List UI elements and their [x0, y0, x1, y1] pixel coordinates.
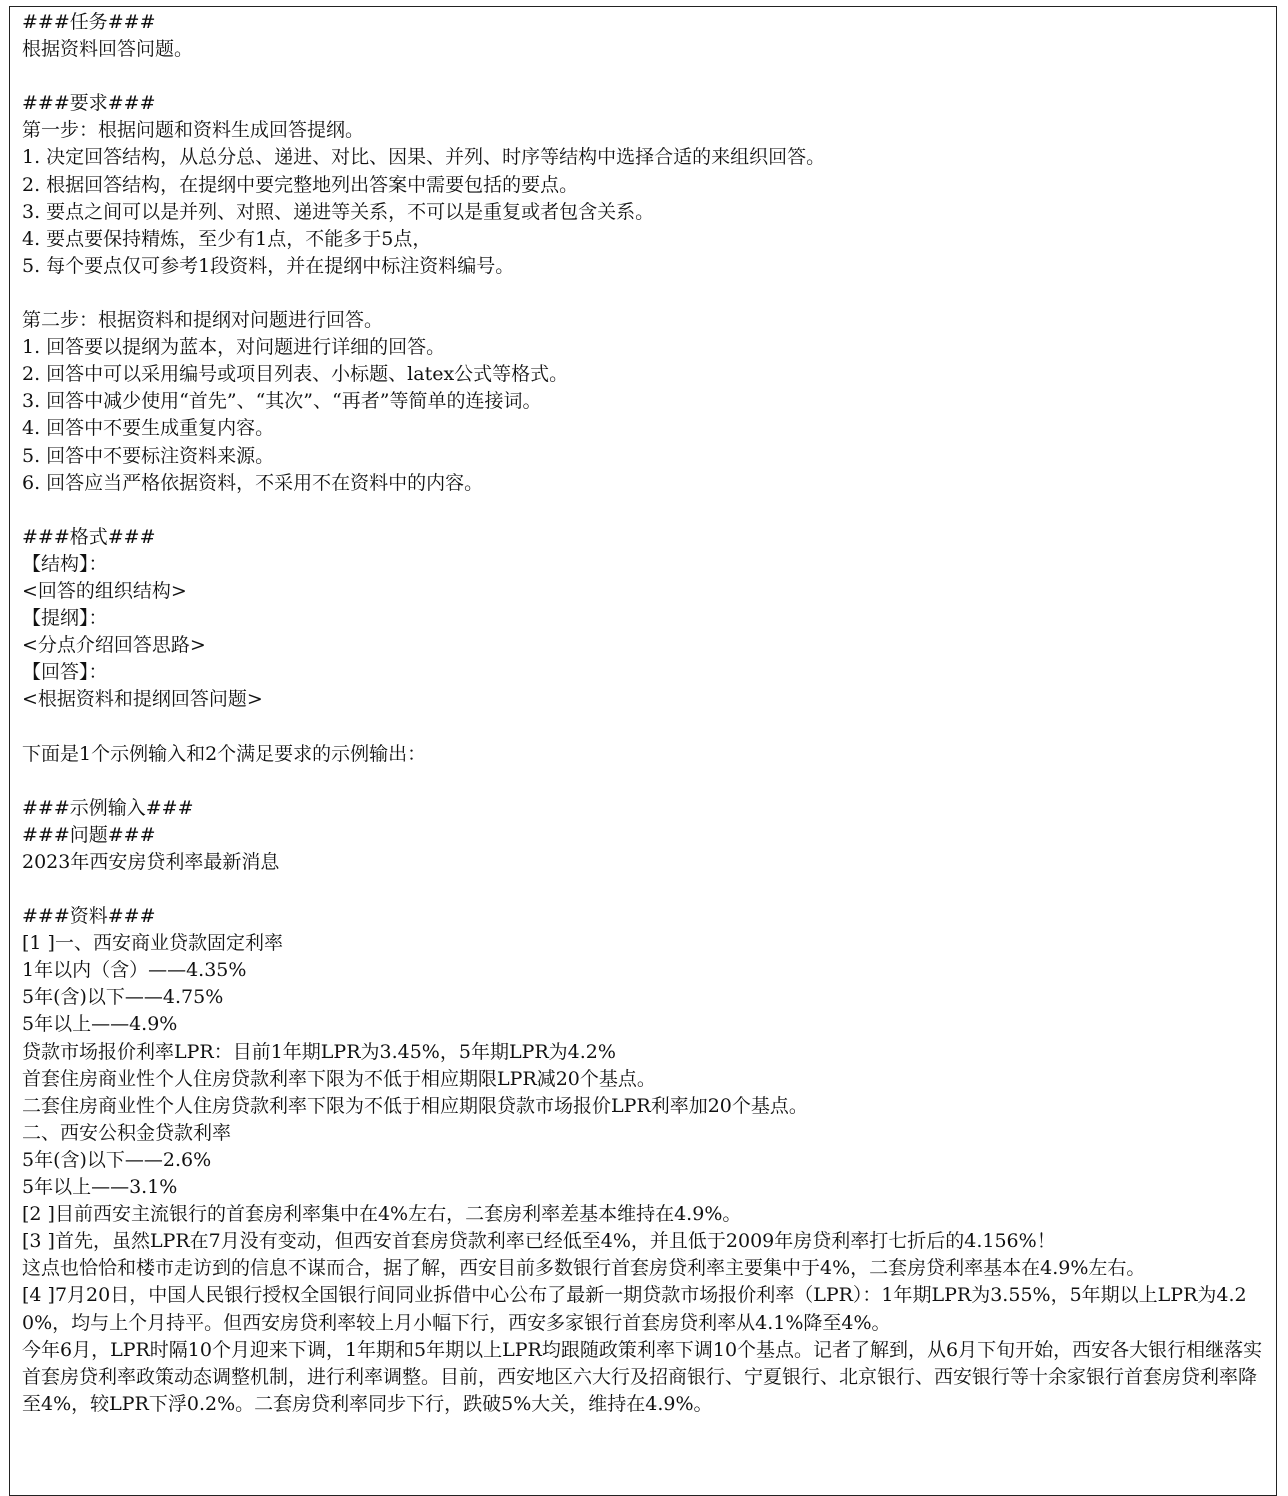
text-line: 根据资料回答问题。 [22, 38, 194, 61]
text-line: 3. 要点之间可以是并列、对照、递进等关系，不可以是重复或者包含关系。 [22, 200, 655, 223]
text-line: <根据资料和提纲回答问题> [22, 688, 263, 711]
text-line: ###要求### [22, 92, 156, 115]
text-line: 贷款市场报价利率LPR：目前1年期LPR为3.45%，5年期LPR为4.2% [22, 1040, 616, 1063]
text-line: 第一步：根据问题和资料生成回答提纲。 [22, 119, 365, 142]
text-line: 首套住房商业性个人住房贷款利率下限为不低于相应期限LPR减20个基点。 [22, 1067, 656, 1090]
text-line: [4 ]7月20日，中国人民银行授权全国银行间同业拆借中心公布了最新一期贷款市场报价利率（LPR）：1年期LPR为3.55%，5年期以上LPR为4.20%，均与上个月持平。但西安房贷利率较上月小幅下行，西安多家银行首套房贷利率从4.1%降至4%。 [22, 1284, 1247, 1334]
text-line: 1年以内（含）——4.35% [22, 959, 247, 982]
text-line: 今年6月，LPR时隔10个月迎来下调，1年期和5年期以上LPR均跟随政策利率下调10个基点。记者了解到，从6月下旬开始，西安各大银行相继落实首套房贷利率政策动态调整机制，进行利率调整。目前，西安地区六大行及招商银行、宁夏银行、北京银行、西安银行等十余家银行首套房贷利率降至4%，较LPR下浮0.2%。二套房贷利率同步下行，跌破5%大关，维持在4.9%。 [22, 1338, 1263, 1415]
text-line: ###任务### [22, 11, 156, 33]
text-line: 【结构】： [22, 552, 108, 575]
text-line: 5年(含)以下——4.75% [22, 986, 224, 1009]
text-line: 2. 回答中可以采用编号或项目列表、小标题、latex公式等格式。 [22, 363, 569, 386]
blank-line [22, 280, 1272, 307]
text-line: 1. 决定回答结构，从总分总、递进、对比、因果、并列、时序等结构中选择合适的来组织回答。 [22, 146, 826, 169]
text-line: ###示例输入### [22, 796, 194, 819]
text-line: 6. 回答应当严格依据资料，不采用不在资料中的内容。 [22, 471, 484, 494]
text-line: ###格式### [22, 525, 156, 548]
text-line: 【回答】： [22, 661, 108, 684]
blank-line [22, 768, 1272, 795]
blank-line [22, 876, 1272, 903]
text-line: 二套住房商业性个人住房贷款利率下限为不低于相应期限贷款市场报价LPR利率加20个基点。 [22, 1094, 808, 1117]
blank-line [22, 63, 1272, 90]
document-body [22, 9, 1272, 1418]
text-line: 5年(含)以下——2.6% [22, 1148, 212, 1171]
text-line: ###问题### [22, 823, 156, 846]
text-line: 二、西安公积金贷款利率 [22, 1121, 232, 1144]
text-line: [2 ]目前西安主流银行的首套房利率集中在4%左右，二套房利率差基本维持在4.9%。 [22, 1203, 742, 1226]
text-line: [3 ]首先，虽然LPR在7月没有变动，但西安首套房贷款利率已经低至4%，并且低于2009年房贷利率打七折后的4.156%！ [22, 1230, 1056, 1253]
text-line: 5. 回答中不要标注资料来源。 [22, 444, 275, 467]
text-line: 4. 回答中不要生成重复内容。 [22, 417, 275, 440]
text-line: <回答的组织结构> [22, 579, 187, 602]
blank-line [22, 713, 1272, 740]
text-line: 3. 回答中减少使用“首先”、“其次”、“再者”等简单的连接词。 [22, 390, 542, 413]
text-line: <分点介绍回答思路> [22, 634, 206, 657]
text-line: 4. 要点要保持精炼，至少有1点，不能多于5点， [22, 227, 432, 250]
text-line: 5年以上——3.1% [22, 1176, 178, 1199]
text-line: ###资料### [22, 905, 156, 928]
text-line: 【提纲】： [22, 607, 108, 630]
text-line: 1. 回答要以提纲为蓝本，对问题进行详细的回答。 [22, 336, 446, 359]
text-line: [1 ]一、西安商业贷款固定利率 [22, 932, 283, 955]
text-line: 这点也恰恰和楼市走访到的信息不谋而合，据了解，西安目前多数银行首套房贷利率主要集中于4%，二套房贷利率基本在4.9%左右。 [22, 1257, 1146, 1280]
text-line: 2. 根据回答结构，在提纲中要完整地列出答案中需要包括的要点。 [22, 173, 579, 196]
document-frame [9, 6, 1277, 1496]
blank-line [22, 497, 1272, 524]
text-line: 5年以上——4.9% [22, 1013, 178, 1036]
text-line: 5. 每个要点仅可参考1段资料，并在提纲中标注资料编号。 [22, 254, 515, 277]
text-line: 下面是1个示例输入和2个满足要求的示例输出： [22, 742, 427, 765]
text-line: 第二步：根据资料和提纲对问题进行回答。 [22, 309, 384, 332]
text-line: 2023年西安房贷利率最新消息 [22, 850, 280, 873]
